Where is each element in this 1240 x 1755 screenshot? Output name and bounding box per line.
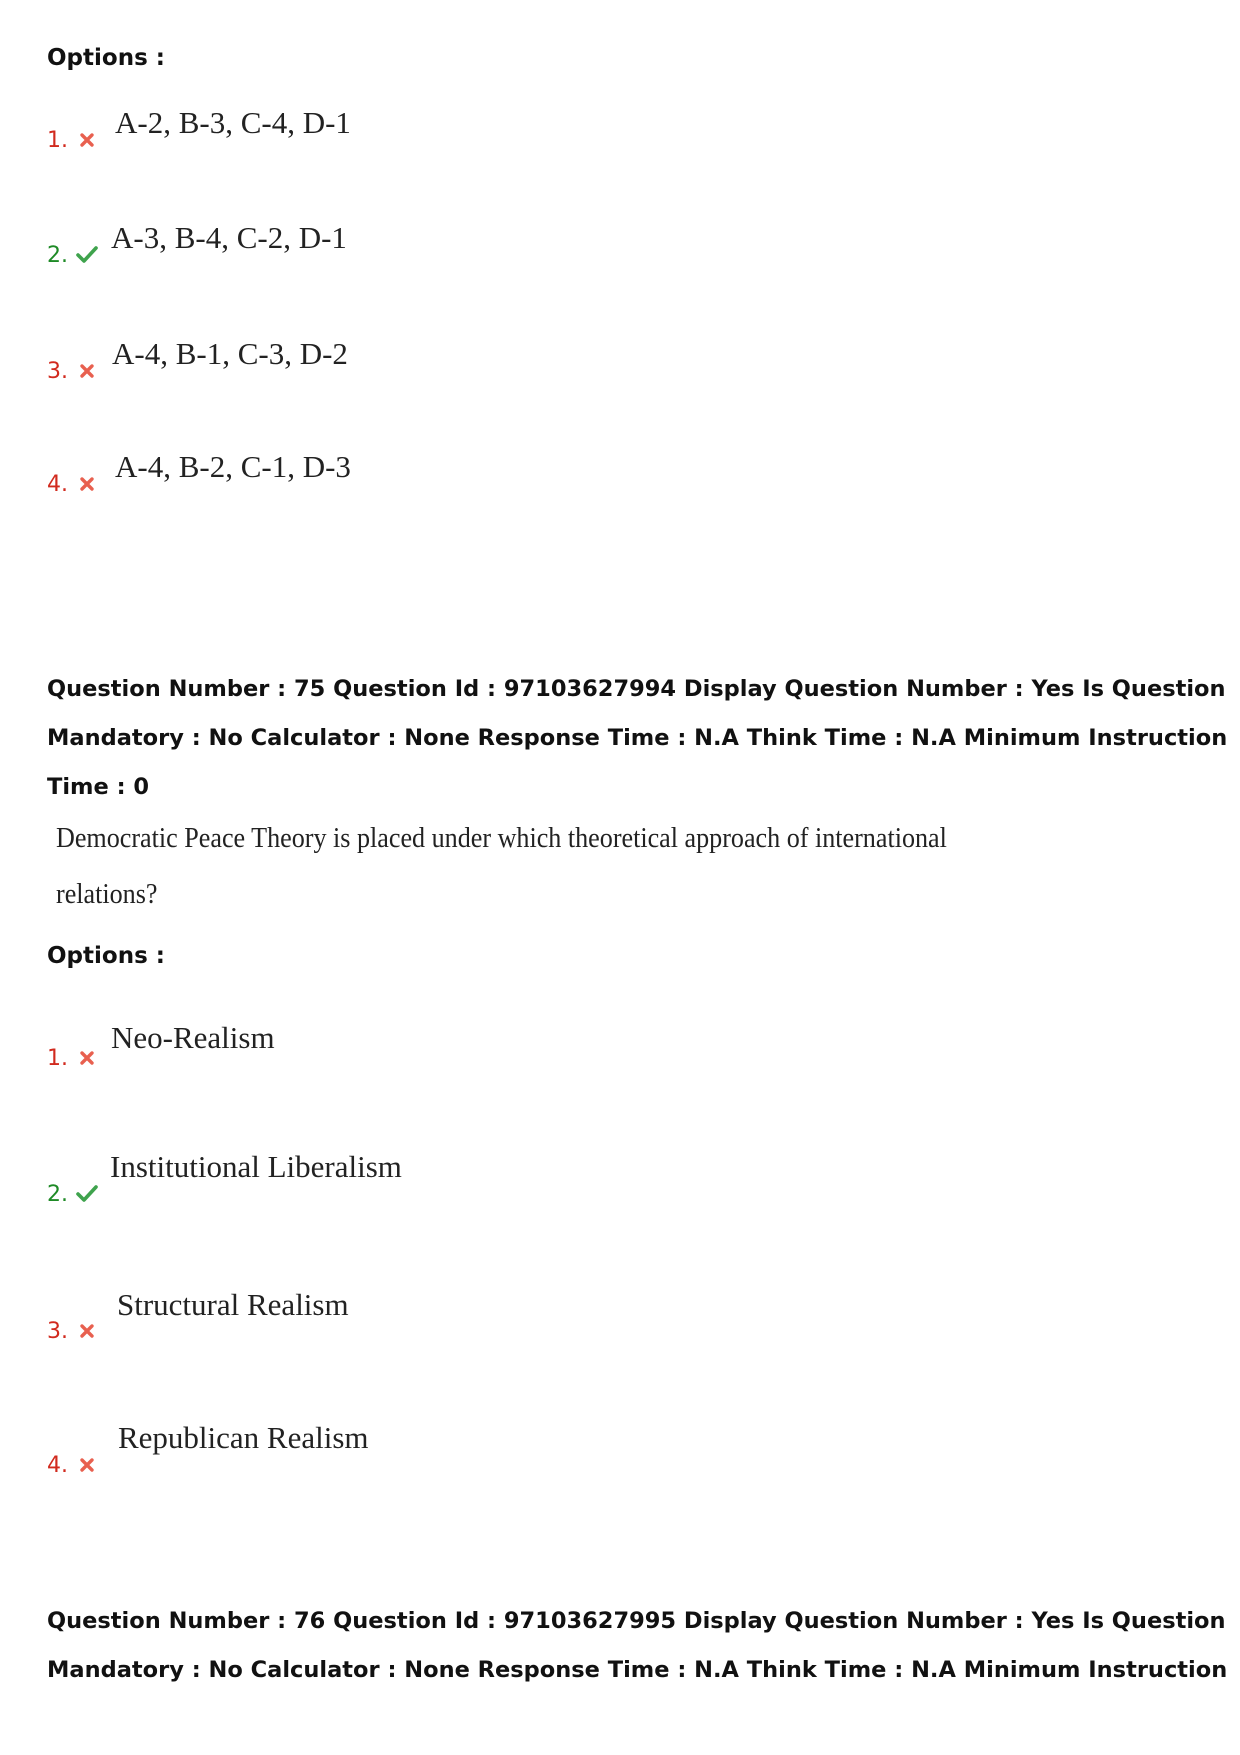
cross-icon bbox=[78, 1049, 96, 1067]
option-text: A-3, B-4, C-2, D-1 bbox=[111, 220, 347, 255]
cross-icon bbox=[78, 362, 96, 380]
option-number: 3. bbox=[47, 359, 68, 384]
option-number: 4. bbox=[47, 1453, 68, 1478]
question-text-line: relations? bbox=[56, 878, 158, 910]
check-icon bbox=[75, 1183, 99, 1203]
cross-icon bbox=[78, 131, 96, 149]
question-header bbox=[47, 665, 1228, 812]
option-text: Neo-Realism bbox=[111, 1020, 275, 1055]
cross-icon bbox=[78, 1456, 96, 1474]
option-text: Structural Realism bbox=[117, 1287, 349, 1322]
option-text: A-4, B-2, C-1, D-3 bbox=[115, 449, 351, 484]
option-text: A-4, B-1, C-3, D-2 bbox=[112, 336, 348, 371]
options-label: Options : bbox=[47, 943, 165, 969]
cross-icon bbox=[78, 1322, 96, 1340]
option-number: 1. bbox=[47, 128, 68, 153]
option-text: A-2, B-3, C-4, D-1 bbox=[115, 105, 351, 140]
option-number: 4. bbox=[47, 472, 68, 497]
question-text-line: Democratic Peace Theory is placed under which theoretical approach of international bbox=[56, 822, 947, 854]
question-header-line: Mandatory : No Calculator : None Response Time : N.A Think Time : N.A Minimum Instruction bbox=[47, 725, 1228, 751]
option-number: 3. bbox=[47, 1319, 68, 1344]
question-header bbox=[47, 1597, 1228, 1695]
cross-icon bbox=[78, 475, 96, 493]
question-header-line: Question Number : 76 Question Id : 97103627995 Display Question Number : Yes Is Question bbox=[47, 1608, 1226, 1634]
question-header-line: Time : 0 bbox=[47, 774, 150, 800]
option-number: 2. bbox=[47, 243, 68, 268]
question-header-line: Mandatory : No Calculator : None Response Time : N.A Think Time : N.A Minimum Instruction bbox=[47, 1657, 1228, 1683]
option-text: Institutional Liberalism bbox=[110, 1149, 402, 1184]
option-number: 2. bbox=[47, 1182, 68, 1207]
question-header-line: Question Number : 75 Question Id : 97103627994 Display Question Number : Yes Is Question bbox=[47, 676, 1226, 702]
check-icon bbox=[75, 244, 99, 264]
option-number: 1. bbox=[47, 1046, 68, 1071]
option-text: Republican Realism bbox=[118, 1420, 369, 1455]
options-label: Options : bbox=[47, 45, 165, 71]
